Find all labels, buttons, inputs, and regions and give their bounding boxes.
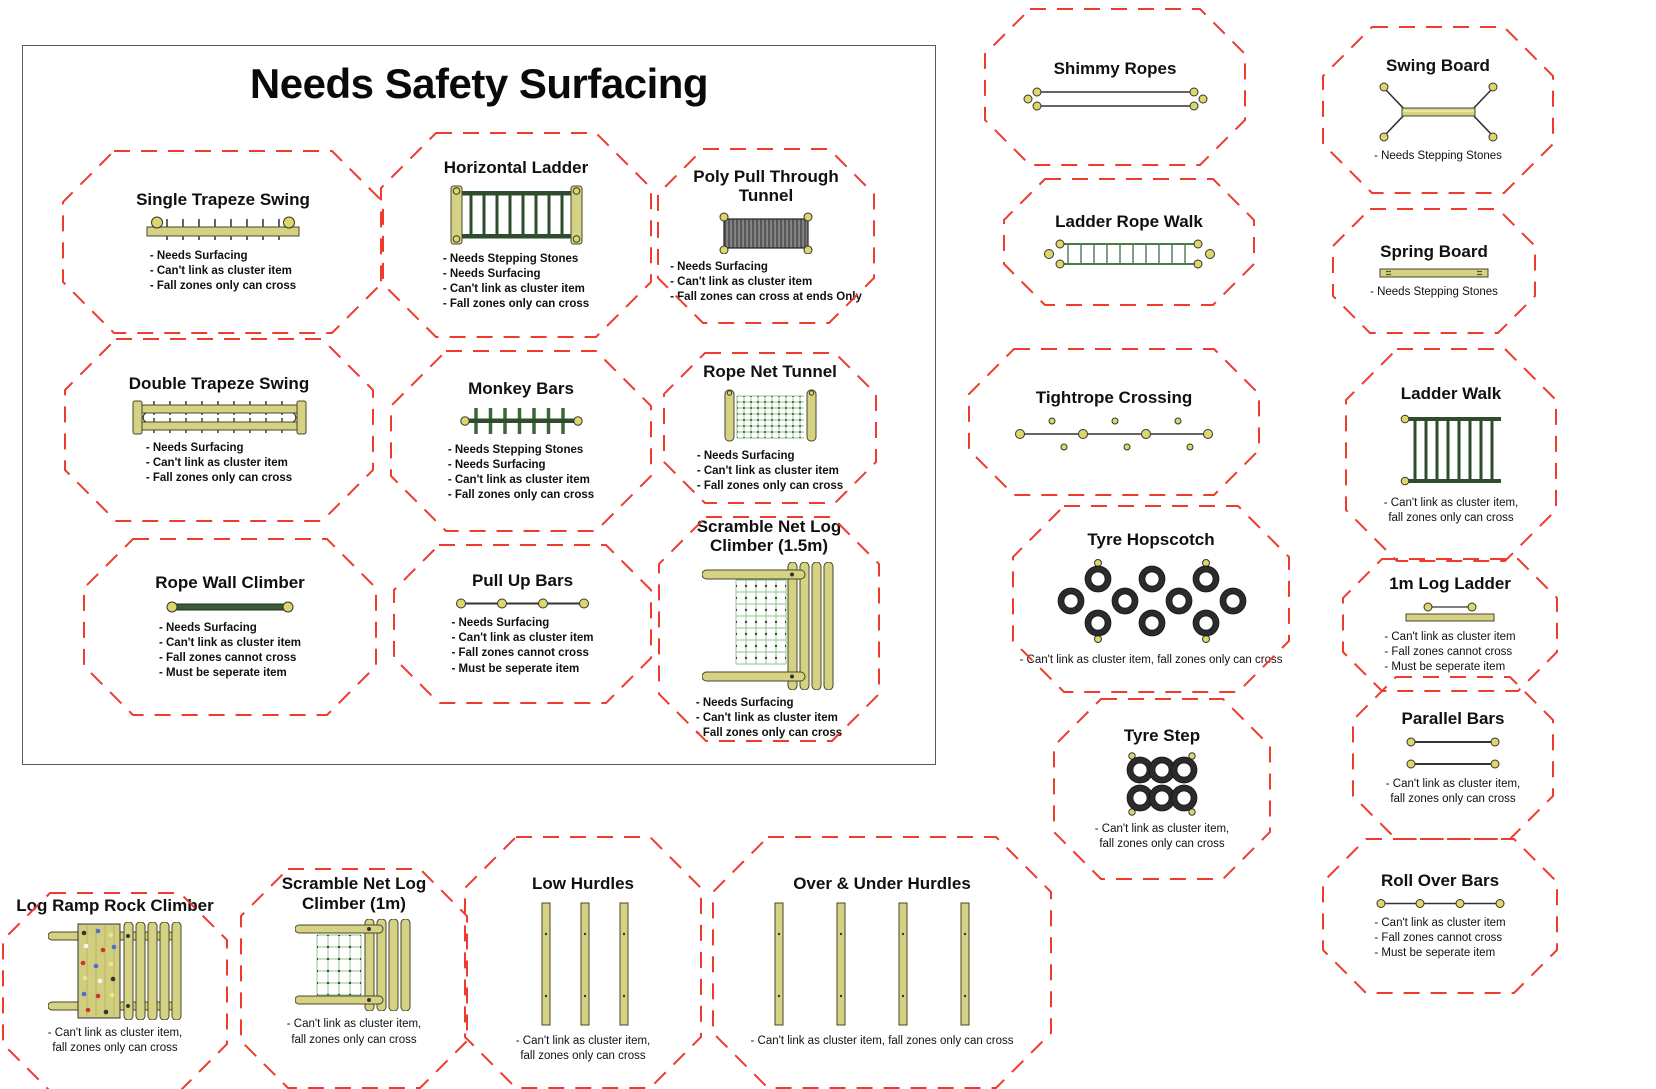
item-notes [443,252,589,313]
bullet: - Needs Surfacing [696,449,795,462]
bullet: fall zones only can cross [1099,837,1225,850]
item-title: Over & Under Hurdles [793,874,971,893]
item-tyre-hopscotch [1012,505,1290,693]
item-notes [1386,777,1521,807]
item-title: Tyre Step [1123,725,1201,745]
1m-log-ladder-illustration [1404,600,1496,624]
item-double-trapeze-swing [64,338,374,522]
bullet: - Fall zones only can cross [442,298,590,311]
item-title: Double Trapeze Swing [128,373,310,393]
parallel-bars-illustration [1397,735,1509,771]
bullet: - Can't link as cluster item, [515,1034,651,1047]
bullet: - Fall zones only can cross [695,727,843,740]
item-notes [146,441,292,487]
item-shimmy-ropes [984,8,1246,166]
item-notes [1384,630,1515,676]
bullet: - Can't link as cluster item, [1383,496,1519,509]
item-notes [1020,653,1283,668]
bullet: - Must be seperate item [158,667,287,680]
bullet: - Fall zones only can cross [696,479,844,492]
bullet: fall zones only can cross [52,1041,178,1054]
bullet: - Needs Surfacing [149,249,248,262]
item-notes [48,1026,183,1056]
item-title: Tyre Hopscotch [1087,529,1215,549]
item-ladder-rope-walk [1003,178,1255,306]
item-horizontal-ladder [380,132,652,338]
bullet: - Needs Stepping Stones [1374,150,1502,163]
monkey-bars-illustration [459,405,584,437]
item-title: Log Ramp Rock Climber [16,896,214,915]
bullet: - Can't link as cluster item [451,632,594,645]
item-notes [159,621,301,682]
item-title: Shimmy Ropes [1053,59,1177,79]
bullet: - Fall zones can cross at ends Only [670,291,862,304]
item-notes [150,249,296,295]
item-title: Scramble Net Log Climber (1.5m) [696,516,842,556]
item-monkey-bars [390,350,652,532]
rope-net-tunnel-illustration [723,388,818,443]
item-notes [448,443,594,504]
item-title: Ladder Walk [1400,383,1502,403]
item-title: Parallel Bars [1401,708,1505,728]
item-title: Swing Board [1386,55,1490,75]
bullet: - Needs Surfacing [442,267,541,280]
shimmy-ropes-illustration [1023,85,1208,113]
bullet: fall zones only can cross [1388,511,1514,524]
item-notes [287,1017,422,1047]
bullet: - Can't link as cluster item [670,276,813,289]
item-title: Spring Board [1380,241,1488,261]
item-scramble-net-log-climber-1-5m [658,516,880,742]
item-notes [1374,149,1502,164]
item-title: 1m Log Ladder [1389,574,1511,594]
item-notes [751,1034,1014,1049]
rope-wall-climber-illustration [165,599,295,615]
poly-pull-through-tunnel-illustration [716,212,816,254]
item-low-hurdles [464,836,702,1089]
item-spring-board [1332,208,1536,334]
bullet: - Must be seperate item [1374,946,1496,959]
scramble-net-log-climber-1-5m-illustration [702,562,837,690]
ladder-rope-walk-illustration [1042,238,1217,270]
item-over-under-hurdles [712,836,1052,1089]
roll-over-bars-illustration [1373,897,1508,910]
item-poly-pull-through-tunnel [657,148,875,324]
low-hurdles-illustration [526,900,641,1028]
item-notes [697,449,843,495]
bullet: - Can't link as cluster item, [286,1018,422,1031]
bullet: - Fall zones cannot cross [451,647,589,660]
item-title: Low Hurdles [531,874,634,893]
single-trapeze-swing-illustration [143,216,303,243]
item-parallel-bars [1352,676,1554,840]
bullet: - Can't link as cluster item [1374,916,1506,929]
bullet: fall zones only can cross [520,1049,646,1062]
tyre-step-illustration [1118,752,1206,816]
bullet: - Can't link as cluster item [149,264,292,277]
tightrope-crossing-illustration [1014,414,1214,454]
bullet: - Needs Stepping Stones [447,443,584,456]
bullet: - Needs Surfacing [158,621,257,634]
item-notes [1384,496,1519,526]
tyre-hopscotch-illustration [1051,555,1251,647]
item-swing-board [1322,26,1554,194]
bullet: - Needs Surfacing [447,458,546,471]
item-notes [451,616,593,677]
bullet: - Needs Surfacing [695,696,794,709]
bullet: - Fall zones cannot cross [1374,931,1503,944]
item-title: Horizontal Ladder [443,157,589,177]
log-ramp-rock-climber-illustration [48,922,183,1020]
bullet: fall zones only can cross [291,1033,417,1046]
bullet: - Fall zones only can cross [149,279,297,292]
item-scramble-net-log-climber-1m [240,868,468,1089]
item-1m-log-ladder [1342,558,1558,692]
item-rope-net-tunnel [663,352,877,504]
item-title: Monkey Bars [468,378,574,398]
bullet: - Can't link as cluster item, [47,1026,183,1039]
bullet: - Can't link as cluster item [442,282,585,295]
horizontal-ladder-illustration [449,184,584,246]
item-title: Roll Over Bars [1380,870,1500,890]
bullet: - Needs Stepping Stones [1370,286,1498,299]
item-title: Ladder Rope Walk [1055,212,1203,232]
item-roll-over-bars [1322,838,1558,994]
item-log-ramp-rock-climber [2,892,228,1089]
ladder-walk-illustration [1399,410,1504,490]
item-tightrope-crossing [968,348,1260,496]
item-single-trapeze-swing [62,150,384,334]
item-title: Scramble Net Log Climber (1m) [281,874,427,913]
bullet: - Can't link as cluster item [145,456,288,469]
double-trapeze-swing-illustration [132,400,307,435]
bullet: - Can't link as cluster item [696,464,839,477]
bullet: - Can't link as cluster item, fall zones only can cross [750,1034,1014,1047]
bullet: - Fall zones cannot cross [158,651,297,664]
bullet: - Fall zones only can cross [145,471,293,484]
bullet: - Needs Surfacing [670,260,768,273]
item-tyre-step [1053,698,1271,880]
bullet: - Fall zones only can cross [447,489,595,502]
bullet: - Must be seperate item [451,662,580,675]
item-title: Single Trapeze Swing [136,189,310,209]
item-title: Rope Wall Climber [155,572,305,592]
panel-title: Needs Safety Surfacing [249,60,709,107]
bullet: - Can't link as cluster item [695,712,838,725]
scramble-net-log-climber-1m-illustration [295,919,413,1011]
bullet: - Can't link as cluster item, [1385,777,1521,790]
octagon-dashed-border [390,350,652,532]
item-notes [1370,285,1498,300]
item-notes [1095,822,1230,852]
bullet: - Can't link as cluster item, fall zones only can cross [1019,654,1283,667]
item-ladder-walk [1345,348,1557,562]
over-under-hurdles-illustration [765,900,1000,1028]
item-rope-wall-climber [83,538,377,716]
bullet: - Needs Stepping Stones [442,252,579,265]
swing-board-illustration [1376,81,1501,143]
item-notes [670,260,862,306]
bullet: - Must be seperate item [1384,661,1506,674]
bullet: - Needs Surfacing [451,617,550,630]
item-notes [516,1034,651,1064]
item-title: Poly Pull Through Tunnel [693,166,839,206]
item-notes [696,696,842,742]
bullet: - Needs Surfacing [145,441,244,454]
item-title: Pull Up Bars [471,571,574,591]
item-notes [1374,916,1505,962]
bullet: - Can't link as cluster item, [1094,822,1230,835]
bullet: - Can't link as cluster item [1384,631,1516,644]
bullet: - Can't link as cluster item [158,636,302,649]
bullet: fall zones only can cross [1390,792,1516,805]
spring-board-illustration [1378,267,1490,279]
item-title: Rope Net Tunnel [703,361,837,381]
bullet: - Fall zones cannot cross [1384,646,1513,659]
pull-up-bars-illustration [455,597,590,610]
item-title: Tightrope Crossing [1035,388,1193,408]
item-pull-up-bars [393,544,652,704]
bullet: - Can't link as cluster item [447,473,590,486]
